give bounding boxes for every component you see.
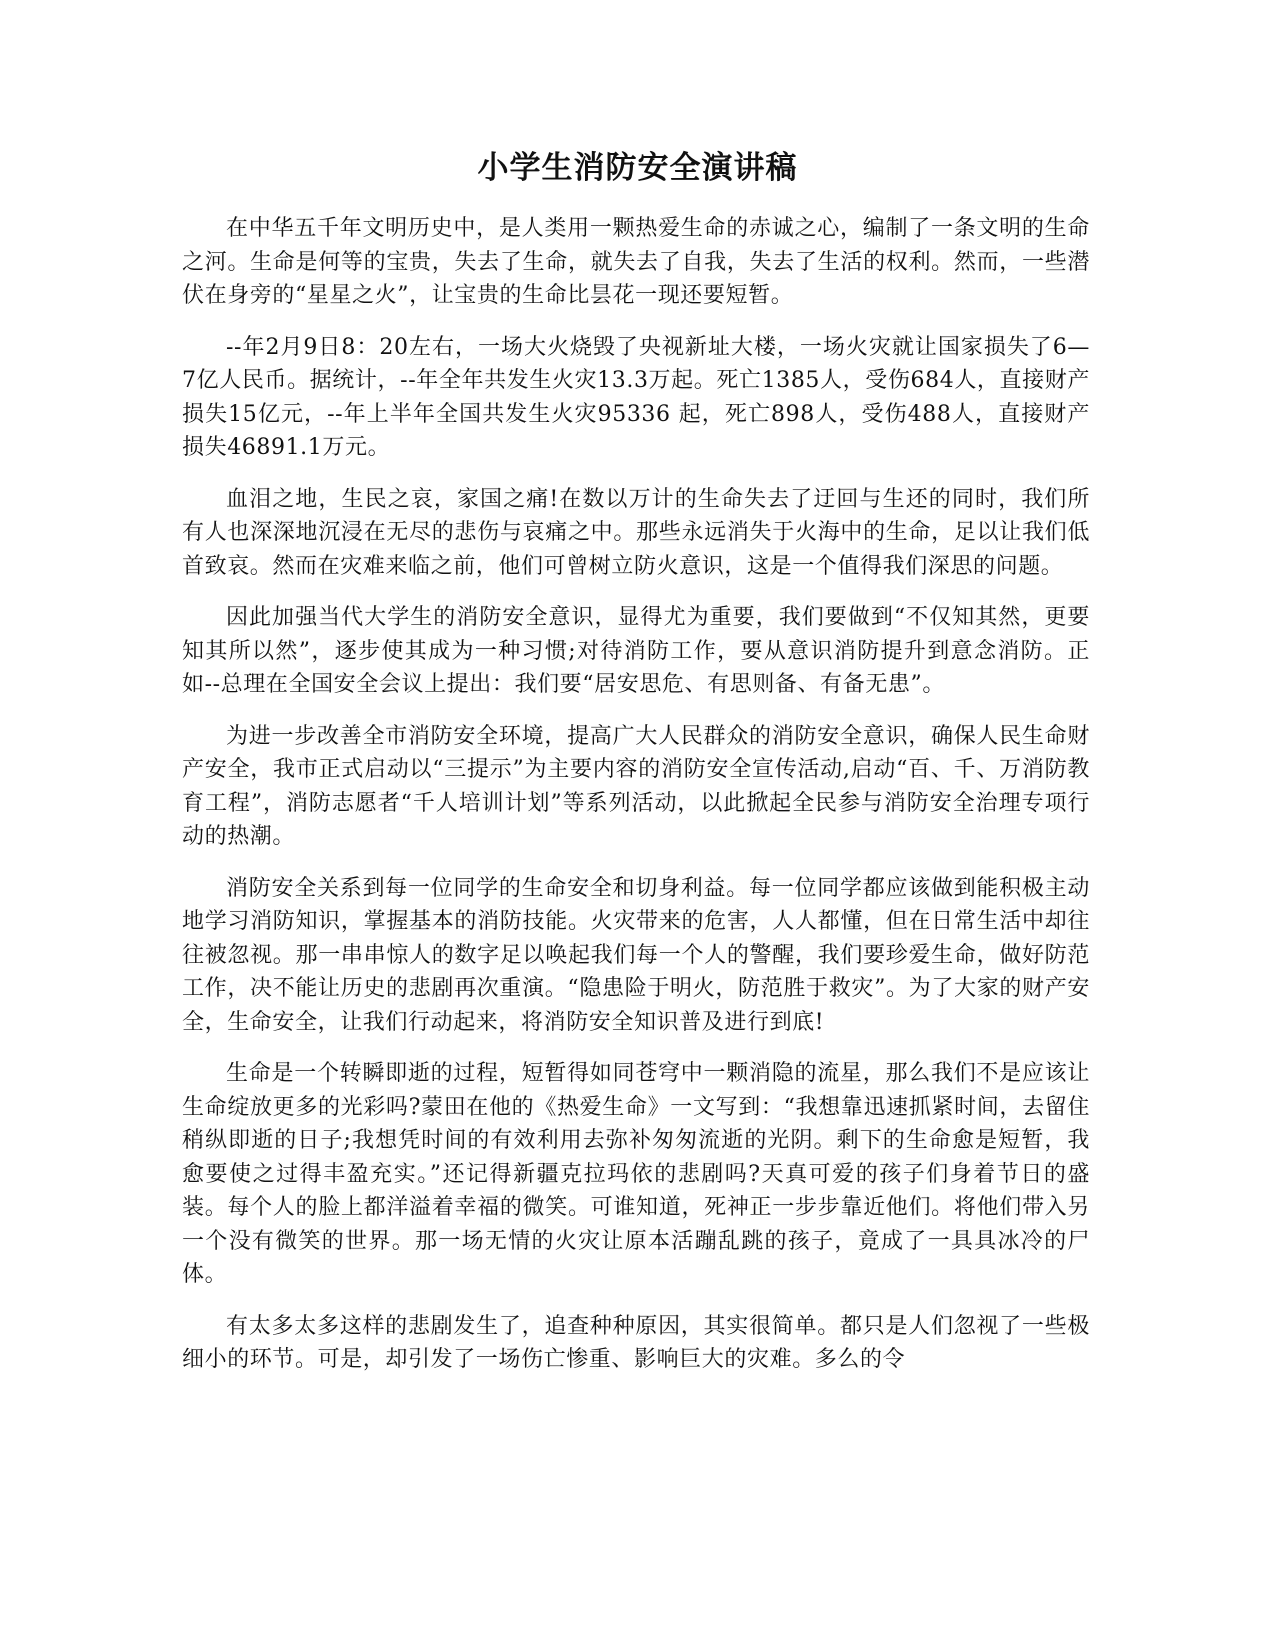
paragraph-4: 因此加强当代大学生的消防安全意识，显得尤为重要，我们要做到“不仅知其然，更要知其所以然”，逐步使其成为一种习惯;对待消防工作，要从意识消防提升到意念消防。正如--总理在全国安全会议上提出：我们要“居安思危、有思则备、有备无患”。 (182, 605, 1090, 697)
paragraph-3: 血泪之地，生民之哀，家国之痛!在数以万计的生命失去了迂回与生还的同时，我们所有人也深深地沉浸在无尽的悲伤与哀痛之中。那些永远消失于火海中的生命，足以让我们低首致哀。然而在灾难来临之前，他们可曾树立防火意识，这是一个值得我们深思的问题。 (182, 486, 1090, 579)
paragraph-7: 生命是一个转瞬即逝的过程，短暂得如同苍穹中一颗消隐的流星，那么我们不是应该让生命绽放更多的光彩吗?蒙田在他的《热爱生命》一文写到：“我想靠迅速抓紧时间，去留住稍纵即逝的日子;我想凭时间的有效利用去弥补匆匆流逝的光阴。剩下的生命愈是短暂，我愈要使之过得丰盈充实。”还记得新疆克拉玛依的悲剧吗?天真可爱的孩子们身着节日的盛装。每个人的脸上都洋溢着幸福的微笑。可谁知道，死神正一步步靠近他们。将他们带入另一个没有微笑的世界。那一场无情的火灾让原本活蹦乱跳的孩子，竟成了一具具冰冷的尸体。 (182, 1061, 1090, 1287)
paragraph-6: 消防安全关系到每一位同学的生命安全和切身利益。每一位同学都应该做到能积极主动地学习消防知识，掌握基本的消防技能。火灾带来的危害，人人都懂，但在日常生活中却往往被忽视。那一串串惊人的数字足以唤起我们每一个人的警醒，我们要珍爱生命，做好防范工作，决不能让历史的悲剧再次重演。“隐患险于明火，防范胜于救灾”。为了大家的财产安全，生命安全，让我们行动起来，将消防安全知识普及进行到底! (182, 875, 1090, 1035)
paragraph-2: --年2月9日8：20左右，一场大火烧毁了央视新址大楼，一场火灾就让国家损失了6— 7亿人民币。据统计，--年全年共发生火灾13.3万起。死亡1385人，受伤684人，直接财产损失15亿元，--年上半年全国共发生火灾95336 起，死亡898人，受伤488人，直接财产损失46891.1万元。 (182, 334, 1090, 460)
paragraph-1: 在中华五千年文明历史中，是人类用一颗热爱生命的赤诚之心，编制了一条文明的生命之河。生命是何等的宝贵，失去了生命，就失去了自我，失去了生活的权利。然而，一些潜伏在身旁的“星星之火”，让宝贵的生命比昙花一现还要短暂。 (182, 216, 1090, 308)
document-body (182, 212, 1090, 1395)
document-title: 小学生消防安全演讲稿 (477, 150, 798, 186)
paragraph-5: 为进一步改善全市消防安全环境，提高广大人民群众的消防安全意识，确保人民生命财产安全，我市正式启动以“三提示”为主要内容的消防安全宣传活动,启动“百、千、万消防教育工程”，消防志愿者“千人培训计划”等系列活动，以此掀起全民参与消防安全治理专项行动的热潮。 (182, 723, 1090, 849)
paragraph-8: 有太多太多这样的悲剧发生了，追查种种原因，其实很简单。都只是人们忽视了一些极细小的环节。可是，却引发了一场伤亡惨重、影响巨大的灾难。多么的令 (182, 1313, 1090, 1372)
